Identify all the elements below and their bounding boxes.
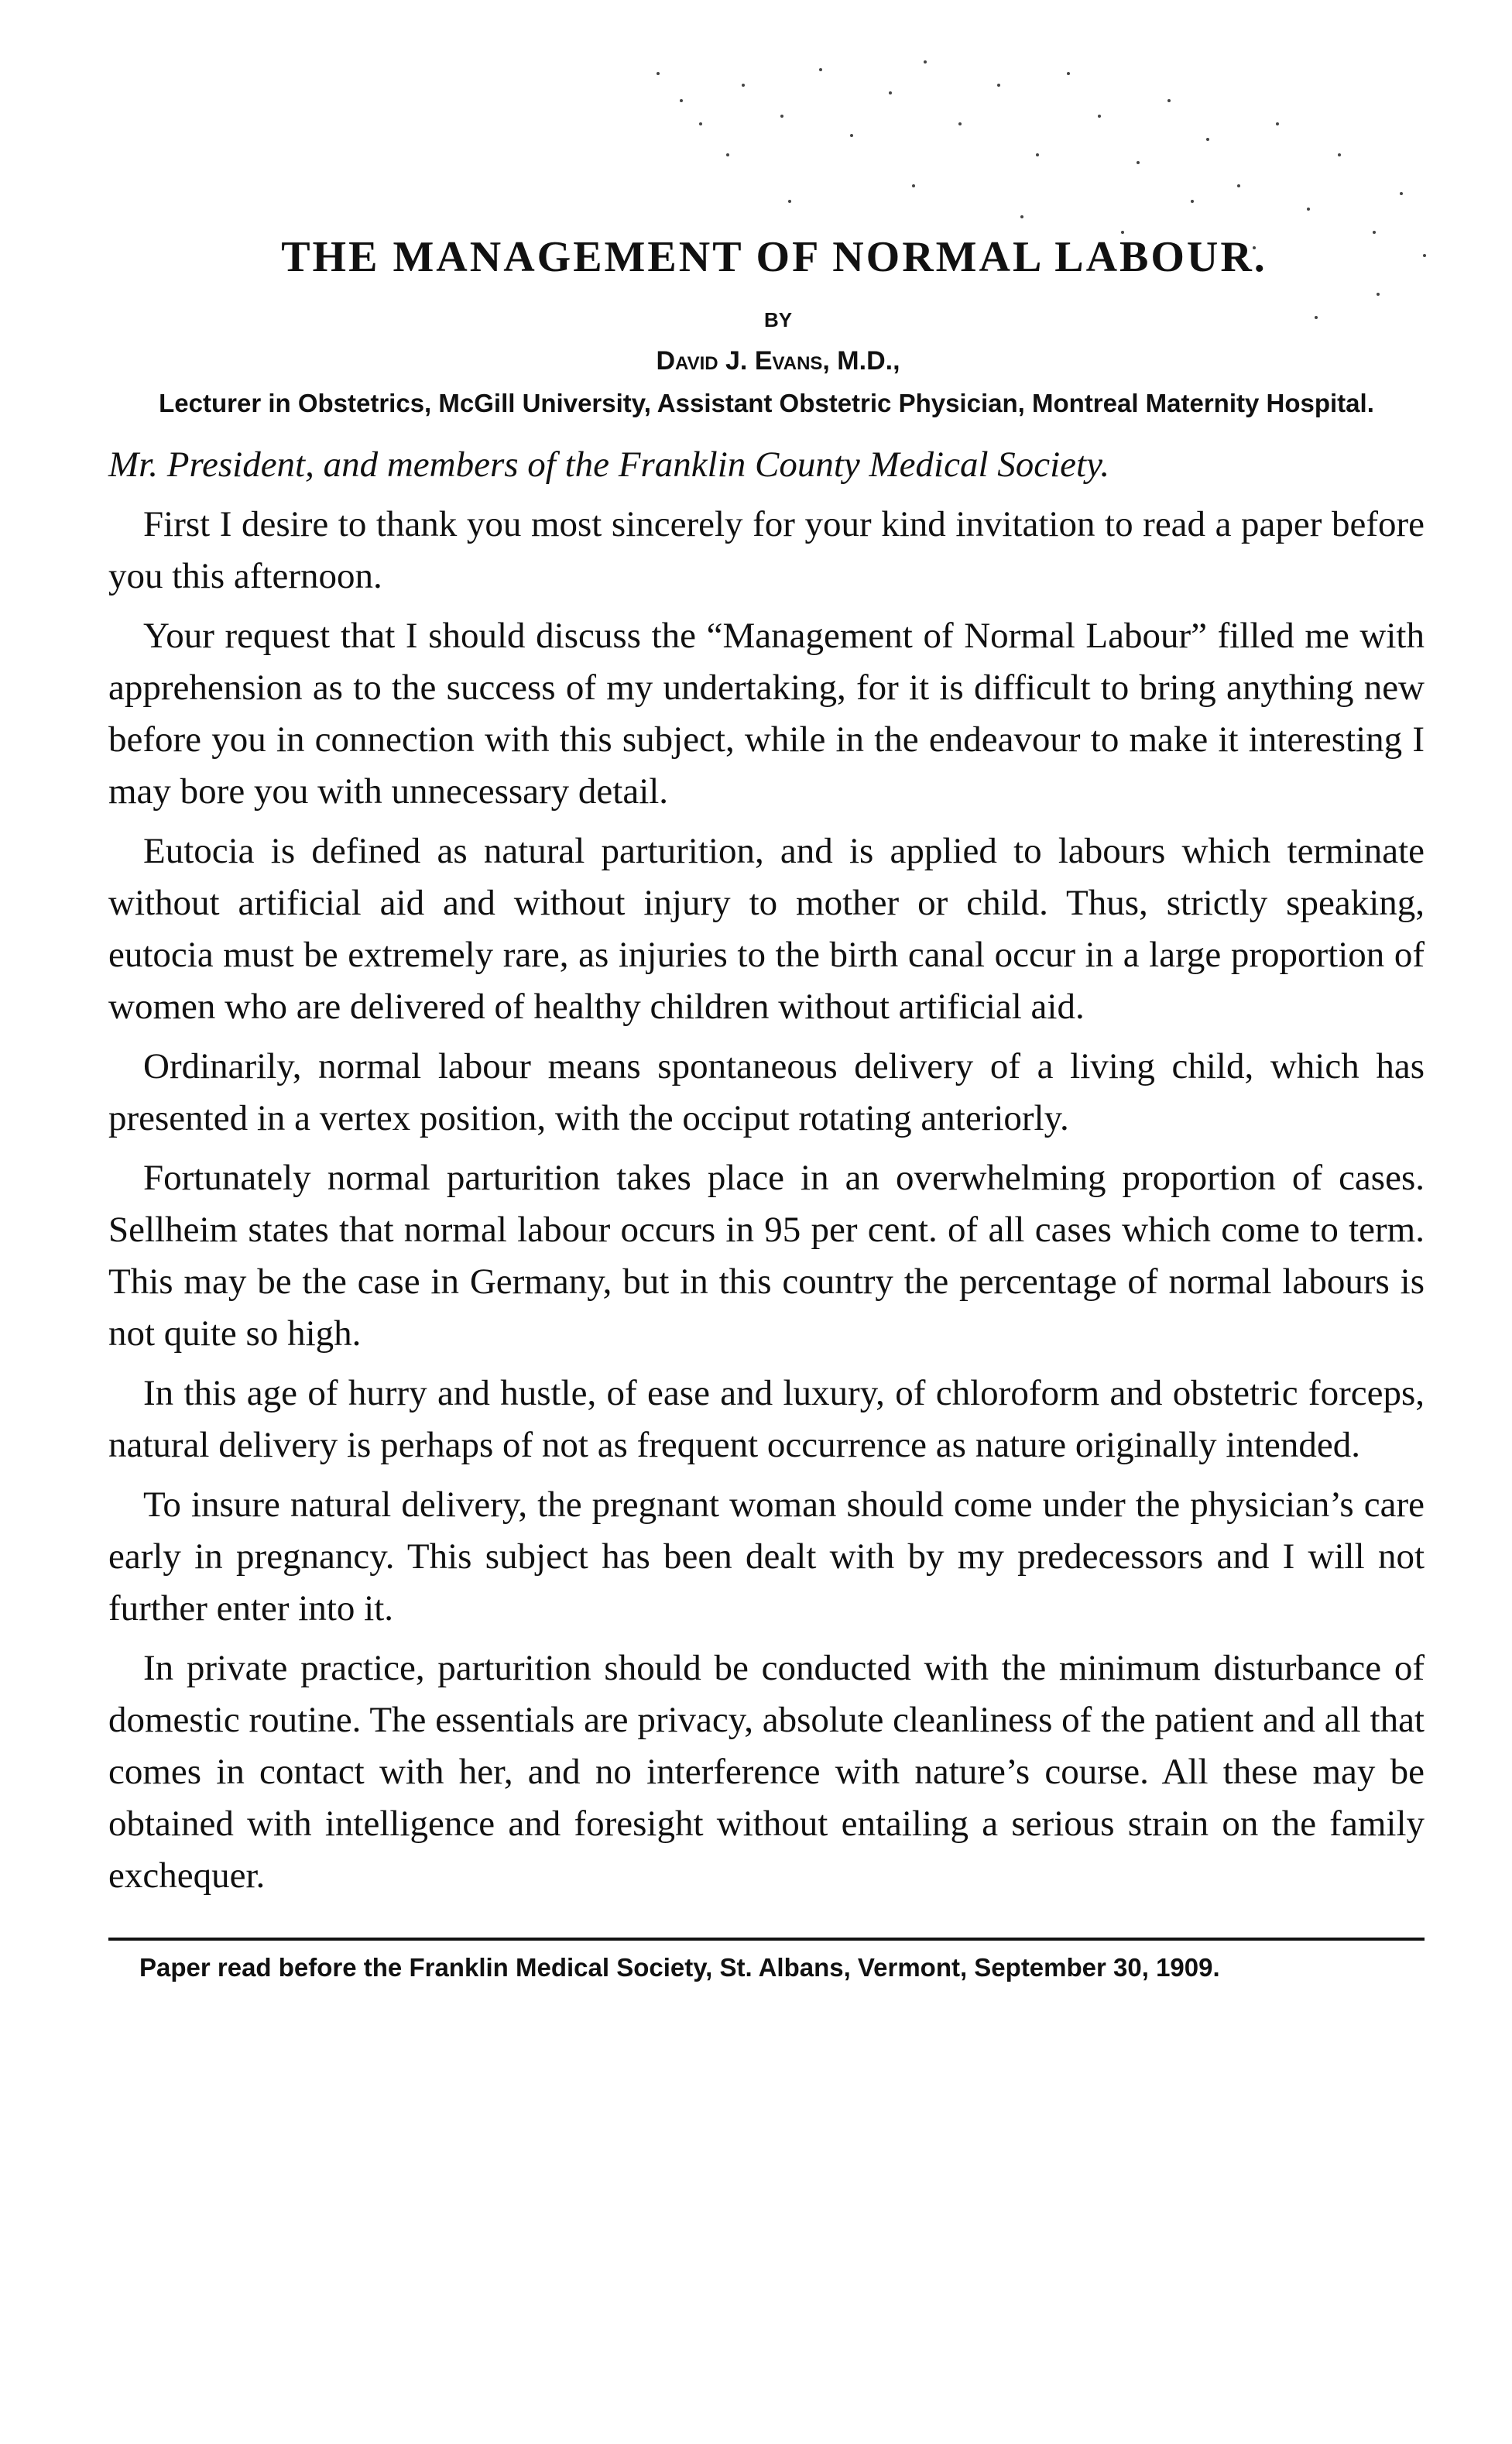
- paragraph: Fortunately normal parturition takes place in an overwhelming proportion of cases. Sellheim states that normal labour occurs in 95 per cent. of all cases which come to term. This may be the case in Germany, but in this country the percentage of normal labours is not quite so high.: [108, 1158, 1425, 1354]
- article: [108, 232, 1425, 1984]
- paragraph: To insure natural delivery, the pregnant woman should come under the physician’s care early in pregnancy. This subject has been dealt with by my predecessors and I will not further enter into it.: [108, 1485, 1425, 1629]
- footnote-divider: [108, 1938, 1425, 1941]
- paragraph: In this age of hurry and hustle, of ease and luxury, of chloroform and obstetric forceps, natural delivery is perhaps of not as frequent occurrence as nature originally intended.: [108, 1373, 1425, 1465]
- paragraph: Your request that I should discuss the “Management of Normal Labour” filled me with apprehension as to the success of my undertaking, for it is difficult to bring anything new before you in connection with this subject, while in the endeavour to make it interesting I may bore you with unnecessary detail.: [108, 616, 1425, 812]
- byline-label: BY: [763, 308, 793, 331]
- paragraph: Eutocia is defined as natural parturition, and is applied to labours which terminate without artificial aid and without injury to mother or child. Thus, strictly speaking, eutocia must be extremely rare, as injuries to the birth canal occur in a large proportion of women who are delivered of healthy children without artificial aid.: [108, 831, 1425, 1027]
- salutation: Mr. President, and members of the Franklin County Medical Society.: [108, 445, 1110, 485]
- author-affiliation: Lecturer in Obstetrics, McGill University, Assistant Obstetric Physician, Montreal Maternity Hospital.: [159, 389, 1374, 417]
- footnote: Paper read before the Franklin Medical Society, St. Albans, Vermont, September 30, 1909.: [139, 1953, 1220, 1982]
- article-title: THE MANAGEMENT OF NORMAL LABOUR.: [281, 233, 1267, 281]
- paragraph: First I desire to thank you most sincerely for your kind invitation to read a paper before you this afternoon.: [108, 504, 1425, 596]
- paragraph: In private practice, parturition should be conducted with the minimum disturbance of domestic routine. The essentials are privacy, absolute cleanliness of the patient and all that comes in contact with her, and no interference with nature’s course. All these may be obtained with intelligence and foresight without entailing a serious strain on the family exchequer.: [108, 1648, 1425, 1896]
- paragraph: Ordinarily, normal labour means spontaneous delivery of a living child, which has presented in a vertex position, with the occiput rotating anteriorly.: [108, 1046, 1425, 1138]
- author-name: David J. Evans, M.D.,: [656, 346, 900, 376]
